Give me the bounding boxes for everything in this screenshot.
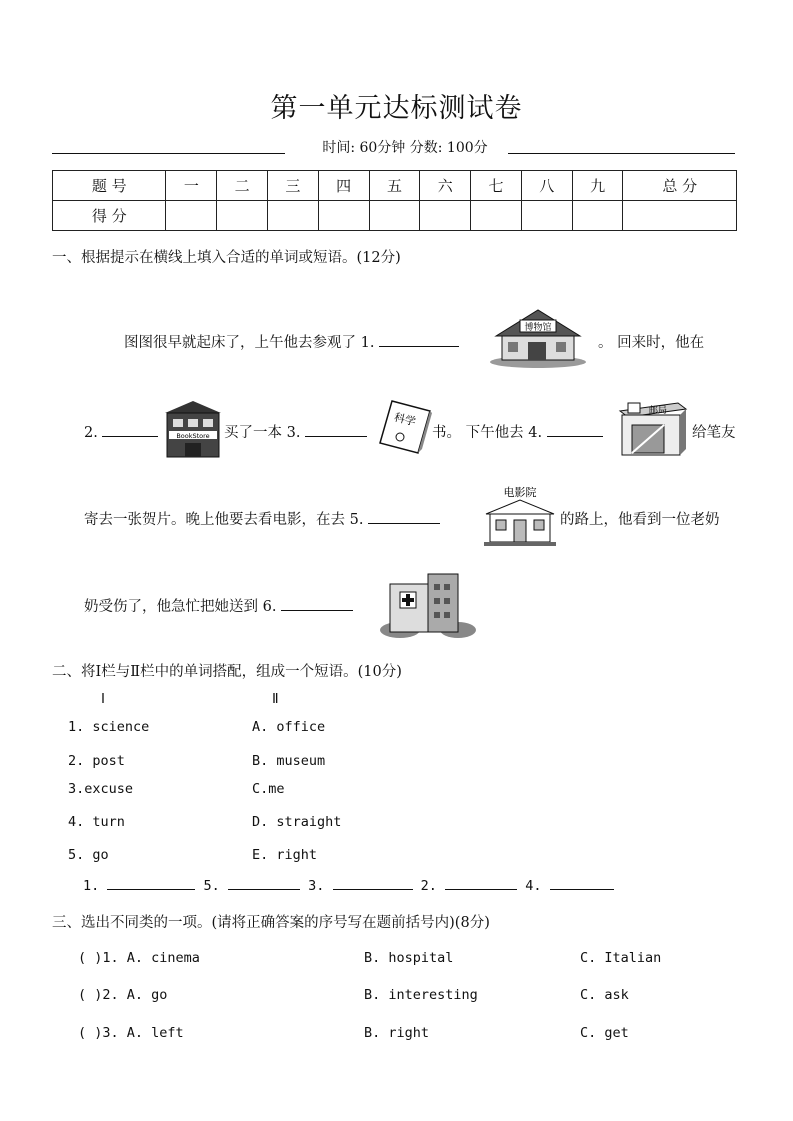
score-input-cell[interactable] <box>268 201 319 231</box>
story-text: 奶受伤了，他急忙把她送到 6. <box>84 599 277 615</box>
match-blank[interactable] <box>228 877 300 890</box>
section1-heading: 一、根据提示在横线上填入合适的单词或短语。(12分) <box>52 250 401 266</box>
story-line-1b: 。 回来时，他在 <box>598 335 705 351</box>
story-line-4a <box>84 595 353 616</box>
column-2-header: Ⅱ <box>272 691 279 707</box>
score-table-header-row <box>53 171 737 201</box>
info-line <box>52 137 735 157</box>
answer-label: 2. <box>420 878 437 894</box>
section2-heading: 二、将Ⅰ栏与Ⅱ栏中的单词搭配，组成一个短语。(10分) <box>52 664 402 680</box>
score-input-cell[interactable] <box>217 201 268 231</box>
answer-label: 3. <box>308 878 325 894</box>
score-cell: 二 <box>217 171 268 201</box>
match-blank[interactable] <box>333 877 413 890</box>
col2-item: E. right <box>252 847 318 863</box>
col1-item: 5. go <box>68 847 109 863</box>
answer-blank-2[interactable] <box>102 421 158 437</box>
score-table <box>52 170 737 231</box>
option-c: C. get <box>580 1025 629 1041</box>
museum-label: 博物馆 <box>524 323 552 333</box>
post-office-icon <box>618 399 688 457</box>
page-title: 第一单元达标测试卷 <box>270 93 523 124</box>
story-text: 书。 下午他去 4. <box>432 425 543 441</box>
story-line-2c <box>432 421 603 442</box>
question-number: ( )1. A. cinema <box>78 950 200 966</box>
bookstore-label: BookStore <box>176 432 210 440</box>
option-b: B. hospital <box>364 950 454 966</box>
answer-label: 5. <box>203 878 220 894</box>
score-cell: 四 <box>318 171 369 201</box>
option-c: C. ask <box>580 987 629 1003</box>
question-number: ( )2. A. go <box>78 987 168 1003</box>
match-answer-row <box>83 877 614 894</box>
time-score-info: 时间: 60分钟 分数: 100分 <box>322 140 488 156</box>
story-line-3b: 的路上，他看到一位老奶 <box>560 512 720 528</box>
question-number: ( )3. A. left <box>78 1025 184 1041</box>
option-c: C. Italian <box>580 950 662 966</box>
col1-item: 4. turn <box>68 814 125 830</box>
answer-blank-5[interactable] <box>368 508 440 524</box>
score-cell: 题 号 <box>53 171 166 201</box>
col2-item: C.me <box>252 781 285 797</box>
score-table-score-row <box>53 201 737 231</box>
score-cell: 一 <box>166 171 217 201</box>
score-input-cell[interactable] <box>471 201 522 231</box>
answer-blank-3[interactable] <box>305 421 367 437</box>
book-label: 科学 <box>392 410 418 429</box>
score-input-cell[interactable] <box>318 201 369 231</box>
match-blank[interactable] <box>445 877 517 890</box>
story-text: 图图很早就起床了，上午他去参观了 1. <box>124 335 375 351</box>
answer-label: 4. <box>525 878 542 894</box>
story-line-2d: 给笔友 <box>692 425 736 441</box>
cinema-label: 电影院 <box>503 486 537 499</box>
col2-item: D. straight <box>252 814 342 830</box>
story-line-2b <box>224 421 367 442</box>
score-cell: 得 分 <box>53 201 166 231</box>
score-input-cell[interactable] <box>166 201 217 231</box>
score-cell: 八 <box>521 171 572 201</box>
story-text: 2. <box>84 425 98 441</box>
cinema-icon <box>482 484 558 548</box>
score-cell: 六 <box>420 171 471 201</box>
post-office-label: 邮局 <box>648 406 668 416</box>
museum-icon <box>488 306 588 368</box>
col1-item: 1. science <box>68 719 150 735</box>
science-book-icon <box>378 399 432 455</box>
story-line-2a <box>84 421 158 441</box>
score-input-cell[interactable] <box>369 201 420 231</box>
col2-item: B. museum <box>252 753 326 769</box>
match-blank[interactable] <box>550 877 614 890</box>
bookstore-icon <box>163 399 223 459</box>
score-cell: 三 <box>268 171 319 201</box>
col1-item: 3.excuse <box>68 781 134 797</box>
hospital-icon <box>378 570 476 638</box>
score-input-cell[interactable] <box>521 201 572 231</box>
answer-blank-1[interactable] <box>379 331 459 347</box>
score-cell: 七 <box>471 171 522 201</box>
score-cell: 五 <box>369 171 420 201</box>
answer-label: 1. <box>83 878 100 894</box>
answer-blank-4[interactable] <box>547 421 603 437</box>
story-text: 寄去一张贺片。晚上他要去看电影，在去 5. <box>84 512 364 528</box>
story-text: 买了一本 3. <box>224 425 301 441</box>
class-blank-line <box>508 153 735 154</box>
story-line-3a <box>84 508 440 529</box>
score-input-cell[interactable] <box>623 201 737 231</box>
story-line-1a <box>124 331 459 352</box>
score-cell: 九 <box>572 171 623 201</box>
option-b: B. right <box>364 1025 430 1041</box>
option-b: B. interesting <box>364 987 478 1003</box>
score-input-cell[interactable] <box>420 201 471 231</box>
column-1-header: Ⅰ <box>101 691 105 707</box>
score-input-cell[interactable] <box>572 201 623 231</box>
section3-heading: 三、选出不同类的一项。(请将正确答案的序号写在题前括号内)(8分) <box>52 915 490 931</box>
name-blank-line <box>52 153 285 154</box>
col1-item: 2. post <box>68 753 125 769</box>
score-cell: 总 分 <box>623 171 737 201</box>
answer-blank-6[interactable] <box>281 595 353 611</box>
col2-item: A. office <box>252 719 326 735</box>
match-blank[interactable] <box>107 877 195 890</box>
